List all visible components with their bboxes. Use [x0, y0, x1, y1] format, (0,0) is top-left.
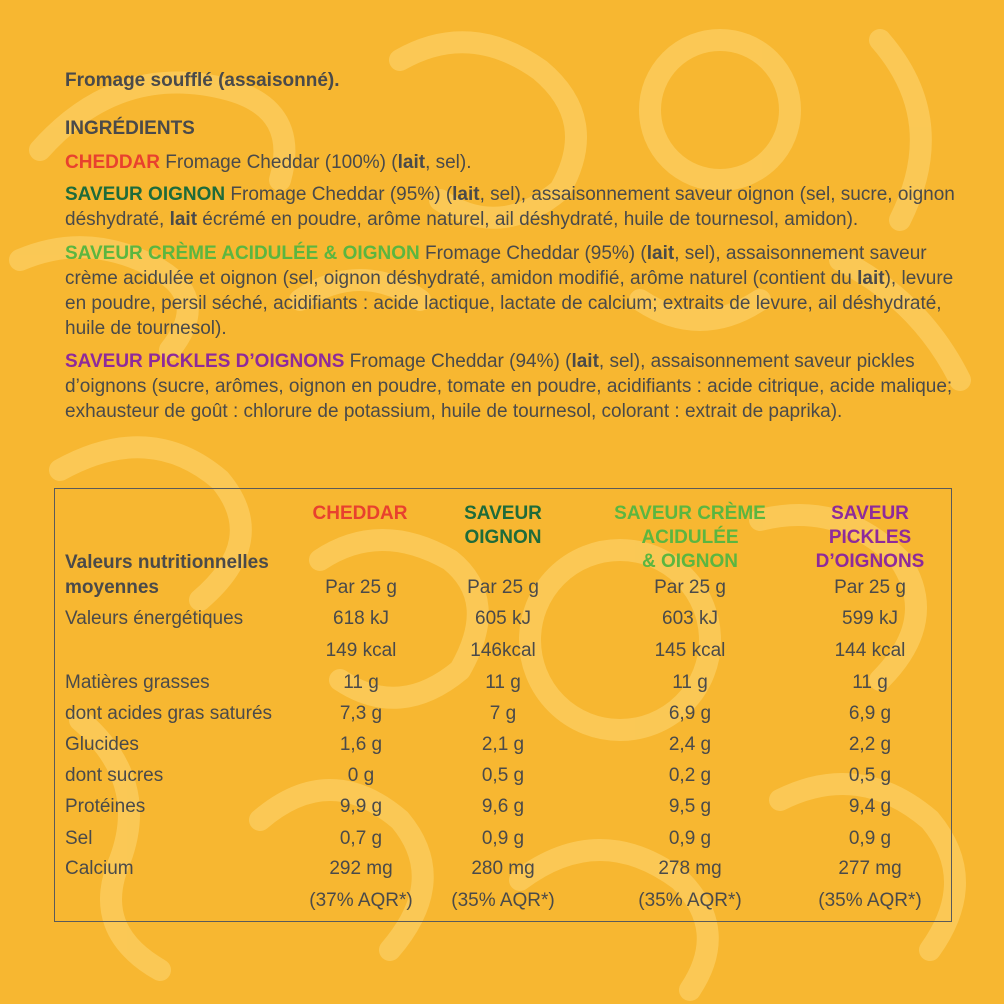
nutrient-value: Par 25 g — [325, 577, 397, 598]
column-header-line: CHEDDAR — [312, 503, 408, 524]
table-row-header-line: Valeurs nutritionnelles — [65, 552, 269, 573]
nutrient-value: 0,5 g — [481, 765, 525, 786]
ingredients-heading: INGRÉDIENTS — [65, 118, 195, 139]
nutrient-value: 144 kcal — [834, 640, 906, 661]
column-header-line: SAVEUR — [831, 503, 909, 524]
ingredient-text: Fromage Cheddar (95%) ( — [419, 243, 647, 264]
nutrient-value: 278 mg — [658, 858, 722, 879]
nutrient-value: Par 25 g — [834, 577, 906, 598]
nutrient-label: Matières grasses — [65, 672, 210, 693]
nutrient-value: 0,9 g — [668, 828, 712, 849]
ingredients-creme-oignon — [65, 241, 965, 341]
allergen-text: lait — [169, 209, 198, 230]
nutrient-value: 7,3 g — [339, 703, 383, 724]
column-header-line: OIGNON — [464, 527, 542, 548]
nutrient-value: 2,4 g — [668, 734, 712, 755]
variant-label-creme-oignon: SAVEUR CRÈME ACIDULÉE & OIGNON — [65, 243, 420, 264]
nutrient-value: 11 g — [672, 672, 708, 693]
variant-label-pickles: SAVEUR PICKLES D’OIGNONS — [65, 351, 345, 372]
column-header-line: SAVEUR CRÈME — [614, 503, 766, 524]
nutrient-value: 603 kJ — [662, 608, 718, 629]
nutrient-value: 277 mg — [838, 858, 902, 879]
nutrient-label: Valeurs énergétiques — [65, 608, 244, 629]
product-description: Fromage soufflé (assaisonné). — [65, 70, 340, 91]
ingredient-text: Fromage Cheddar (100%) ( — [160, 152, 398, 173]
nutrient-value: 6,9 g — [848, 703, 892, 724]
variant-label-cheddar: CHEDDAR — [65, 152, 160, 173]
ingredients-pickles — [65, 349, 965, 424]
nutrient-value: (35% AQR*) — [638, 890, 742, 911]
column-header-line: & OIGNON — [641, 551, 739, 572]
nutrient-value: 11 g — [485, 672, 521, 693]
column-header-line: SAVEUR — [464, 503, 542, 524]
column-header-line: D’OIGNONS — [815, 551, 925, 572]
nutrient-value: Par 25 g — [654, 577, 726, 598]
nutrient-value: 9,9 g — [339, 796, 383, 817]
ingredient-text: ), levure en poudre, persil séché, acidifiants : acide lactique, lactate de calcium; extraits de levure, ail déshydraté, huile de tournesol). — [65, 268, 954, 339]
column-header-line: PICKLES — [828, 527, 912, 548]
nutrient-value: 0,5 g — [848, 765, 892, 786]
ingredients-cheddar — [65, 150, 965, 175]
nutrient-label: Calcium — [65, 858, 134, 879]
variant-label-oignon: SAVEUR OIGNON — [65, 184, 226, 205]
nutrient-value: 11 g — [343, 672, 379, 693]
ingredient-text: , sel), assaisonnement saveur oignon (sel, sucre, oignon déshydraté, — [65, 184, 955, 230]
nutrient-value: 145 kcal — [654, 640, 726, 661]
allergen-text: lait — [571, 351, 599, 372]
nutrient-label: dont sucres — [65, 765, 164, 786]
column-header-pickles — [800, 502, 940, 574]
allergen-text: lait — [452, 184, 480, 205]
nutrient-value: 0,9 g — [481, 828, 525, 849]
nutrient-value: (35% AQR*) — [818, 890, 922, 911]
nutrient-value: 6,9 g — [668, 703, 712, 724]
nutrient-value: 280 mg — [471, 858, 535, 879]
nutrient-label: Sel — [65, 828, 93, 849]
nutrient-value: 9,5 g — [668, 796, 712, 817]
ingredient-text: , sel). — [425, 152, 472, 173]
allergen-text: lait — [646, 243, 675, 264]
nutrient-label: Protéines — [65, 796, 146, 817]
nutrient-value: 292 mg — [329, 858, 393, 879]
nutrient-value: (37% AQR*) — [309, 890, 413, 911]
nutrient-value: 599 kJ — [842, 608, 898, 629]
table-row-header-line: moyennes — [65, 577, 159, 598]
column-header-creme-oignon — [600, 502, 780, 574]
nutrient-value: 605 kJ — [475, 608, 531, 629]
column-header-line: ACIDULÉE — [641, 527, 739, 548]
nutrient-value: 149 kcal — [325, 640, 397, 661]
nutrient-value: 9,6 g — [481, 796, 525, 817]
nutrient-value: 11 g — [852, 672, 888, 693]
nutrient-value: 0 g — [347, 765, 375, 786]
nutrient-value: 2,1 g — [481, 734, 525, 755]
allergen-text: lait — [857, 268, 885, 289]
nutrient-value: 146kcal — [470, 640, 536, 661]
nutrient-value: 2,2 g — [848, 734, 892, 755]
column-header-cheddar — [300, 502, 420, 526]
nutrient-value: 7 g — [489, 703, 517, 724]
ingredients-oignon — [65, 182, 965, 232]
nutrient-label: Glucides — [65, 734, 139, 755]
ingredient-text: Fromage Cheddar (95%) ( — [225, 184, 453, 205]
nutrient-label: dont acides gras saturés — [65, 703, 273, 724]
ingredient-text: Fromage Cheddar (94%) ( — [344, 351, 572, 372]
allergen-text: lait — [397, 152, 426, 173]
nutrient-value: 618 kJ — [333, 608, 389, 629]
nutrient-value: 0,7 g — [339, 828, 383, 849]
ingredient-text: , sel), assaisonnement saveur pickles d’oignons (sucre, arômes, oignon en poudre, tomate en poudre, acidifiants : acide citrique, acide malique; exhausteur de goût : chlorure de potassium, huile de tournesol, colorant : extrait de paprika). — [65, 351, 953, 422]
nutrient-value: 1,6 g — [339, 734, 383, 755]
ingredient-text: , sel), assaisonnement saveur crème acidulée et oignon (sel, oignon déshydraté, amidon modifié, arôme naturel (contient du — [65, 243, 927, 289]
column-header-oignon — [443, 502, 563, 550]
nutrient-value: 0,2 g — [668, 765, 712, 786]
nutrient-value: Par 25 g — [467, 577, 539, 598]
nutrient-value: 0,9 g — [848, 828, 892, 849]
ingredient-text: écrémé en poudre, arôme naturel, ail déshydraté, huile de tournesol, amidon). — [197, 209, 859, 230]
nutrient-value: (35% AQR*) — [451, 890, 555, 911]
nutrient-value: 9,4 g — [848, 796, 892, 817]
